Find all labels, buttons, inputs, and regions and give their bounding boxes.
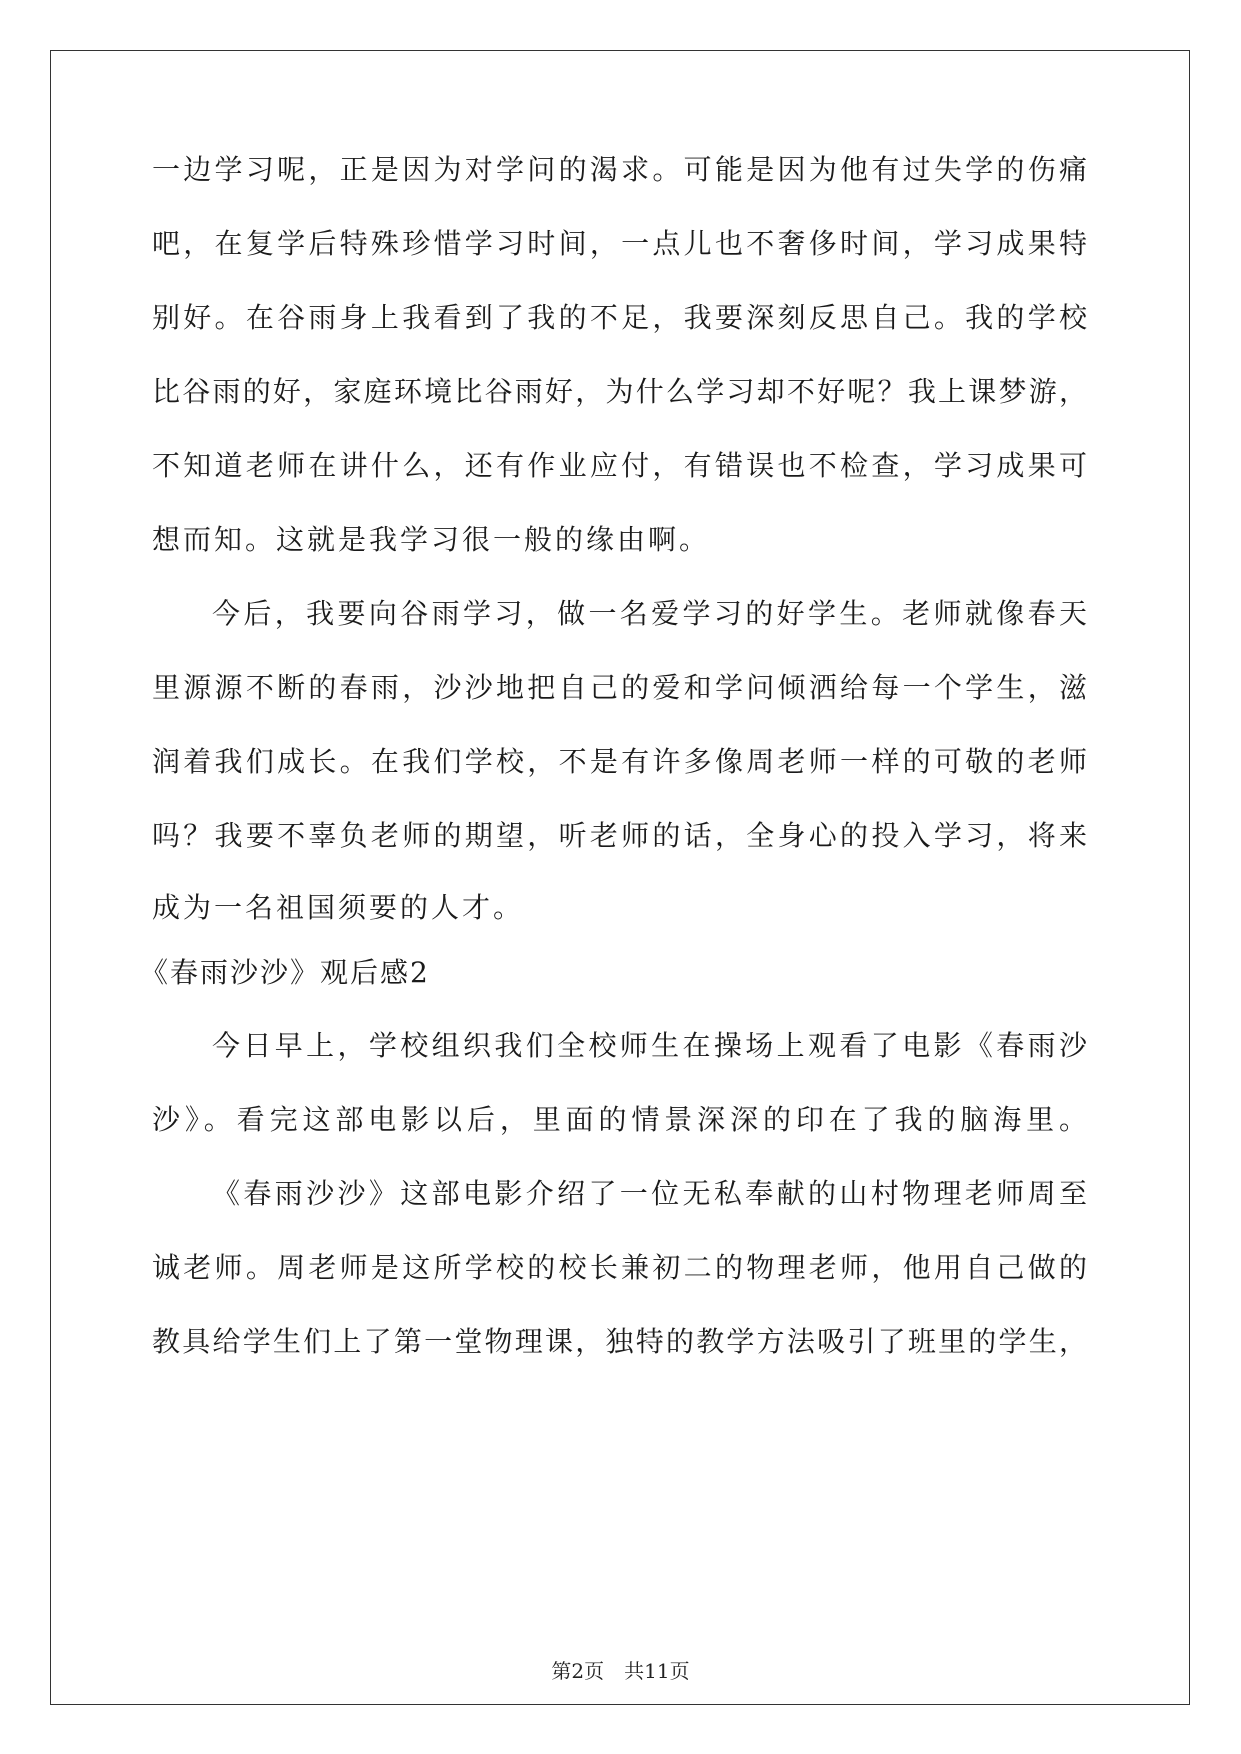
paragraph-line: 里源源不断的春雨，沙沙地把自己的爱和学问倾洒给每一个学生，滋 <box>152 671 1087 704</box>
paragraph-line: 成为一名祖国须要的人才。 <box>152 891 525 924</box>
paragraph-line: 教具给学生们上了第一堂物理课，独特的教学方法吸引了班里的学生， <box>152 1325 1087 1358</box>
paragraph-line: 吗？我要不辜负老师的期望，听老师的话，全身心的投入学习，将来 <box>152 819 1087 852</box>
paragraph-line: 今日早上，学校组织我们全校师生在操场上观看了电影《春雨沙 <box>212 1029 1087 1062</box>
paragraph-line: 不知道老师在讲什么，还有作业应付，有错误也不检查，学习成果可 <box>152 449 1087 482</box>
paragraph-line: 诚老师。周老师是这所学校的校长兼初二的物理老师，他用自己做的 <box>152 1251 1087 1284</box>
paragraph-line: 别好。在谷雨身上我看到了我的不足，我要深刻反思自己。我的学校 <box>152 301 1087 334</box>
paragraph-line: 润着我们成长。在我们学校，不是有许多像周老师一样的可敬的老师 <box>152 745 1087 778</box>
paragraph-line: 吧，在复学后特殊珍惜学习时间，一点儿也不奢侈时间，学习成果特 <box>152 227 1087 260</box>
paragraph-line: 一边学习呢，正是因为对学问的渴求。可能是因为他有过失学的伤痛 <box>152 153 1087 186</box>
paragraph-line: 沙》。看完这部电影以后，里面的情景深深的印在了我的脑海里。 <box>152 1103 1087 1136</box>
paragraph-line: 《春雨沙沙》这部电影介绍了一位无私奉献的山村物理老师周至 <box>212 1177 1087 1210</box>
paragraph-line: 想而知。这就是我学习很一般的缘由啊。 <box>152 523 711 556</box>
page-number-footer: 第2页 共11页 <box>551 1659 690 1683</box>
paragraph-line: 比谷雨的好，家庭环境比谷雨好，为什么学习却不好呢？我上课梦游， <box>152 375 1087 408</box>
section-heading: 《春雨沙沙》观后感2 <box>140 956 430 989</box>
paragraph-line: 今后，我要向谷雨学习，做一名爱学习的好学生。老师就像春天 <box>212 597 1087 630</box>
